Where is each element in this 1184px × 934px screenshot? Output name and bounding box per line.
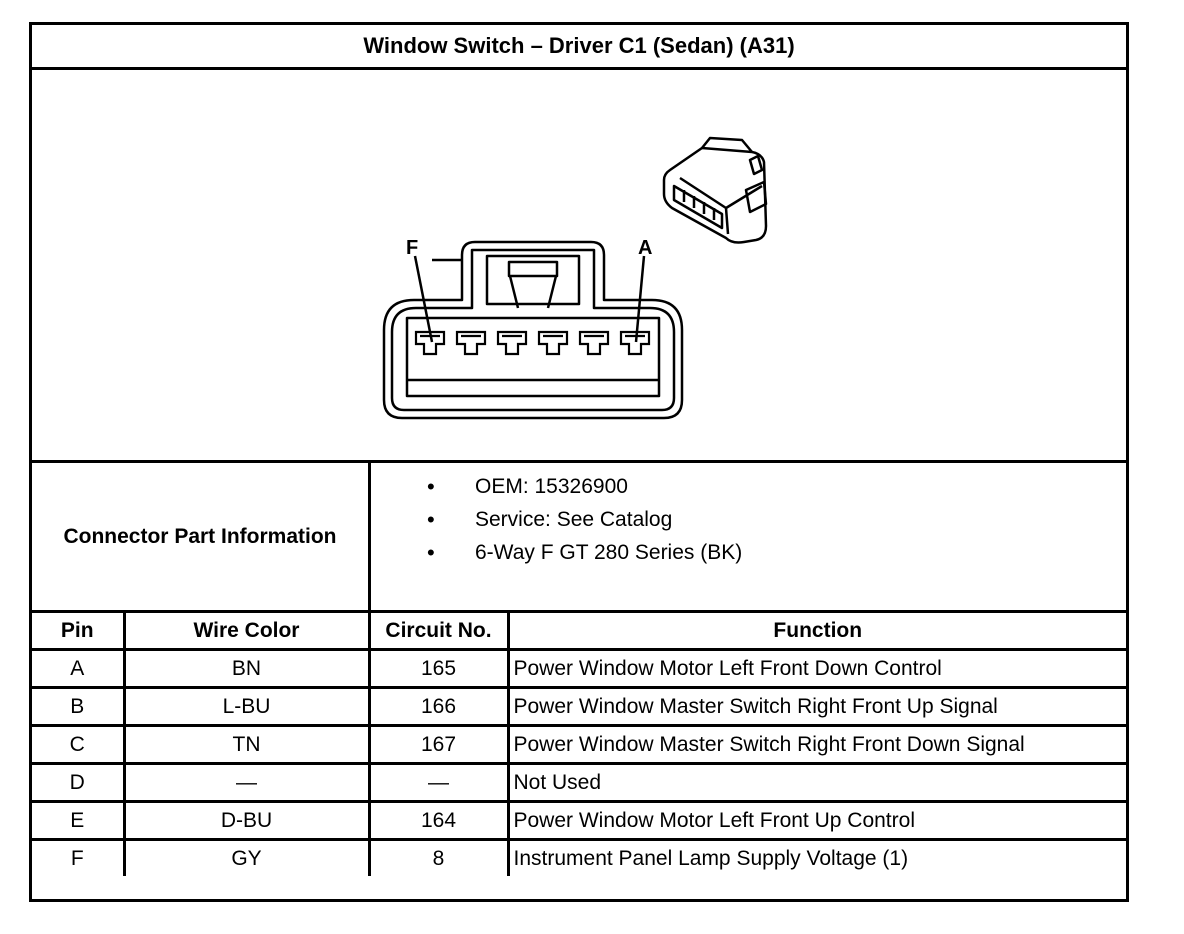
- cell-pin: C: [32, 726, 124, 764]
- cell-pin: F: [32, 840, 124, 877]
- table-row: [32, 688, 1126, 726]
- cell-pin: D: [32, 764, 124, 802]
- header-circuit-no: Circuit No.: [369, 613, 508, 650]
- cell-circuit-no: 167: [369, 726, 508, 764]
- header-function: Function: [508, 613, 1126, 650]
- header-pin: Pin: [32, 613, 124, 650]
- connector-part-info-label: Connector Part Information: [32, 463, 371, 610]
- bullet-icon: •: [427, 540, 435, 565]
- cell-function: Not Used: [508, 764, 1126, 802]
- cell-circuit-no: 166: [369, 688, 508, 726]
- page-title: Window Switch – Driver C1 (Sedan) (A31): [32, 25, 1126, 70]
- connector-drawing: [32, 70, 1126, 460]
- table-row: [32, 802, 1126, 840]
- table-row: [32, 726, 1126, 764]
- cell-wire-color: BN: [124, 650, 369, 688]
- info-item-oem: • OEM: 15326900: [427, 474, 628, 499]
- table-row: [32, 840, 1126, 877]
- cell-pin: E: [32, 802, 124, 840]
- pin-cavity-band: [407, 318, 659, 396]
- cell-function: Power Window Motor Left Front Down Control: [508, 650, 1126, 688]
- cell-function: Power Window Master Switch Right Front Up Signal: [508, 688, 1126, 726]
- connector-inner-shell: [392, 250, 674, 410]
- table-header-row: [32, 613, 1126, 650]
- connector-sheet: [29, 22, 1129, 902]
- cell-wire-color: L-BU: [124, 688, 369, 726]
- table-row: [32, 650, 1126, 688]
- cell-wire-color: TN: [124, 726, 369, 764]
- info-item-series: • 6-Way F GT 280 Series (BK): [427, 540, 743, 565]
- cell-circuit-no: 8: [369, 840, 508, 877]
- pin-label-f: F: [406, 237, 419, 259]
- cell-function: Instrument Panel Lamp Supply Voltage (1): [508, 840, 1126, 877]
- cell-wire-color: D-BU: [124, 802, 369, 840]
- table-row: [32, 764, 1126, 802]
- pin-label-a: A: [638, 237, 653, 259]
- bullet-icon: •: [427, 474, 435, 499]
- cell-circuit-no: 164: [369, 802, 508, 840]
- cell-circuit-no: —: [369, 764, 508, 802]
- pinout-table: [32, 613, 1126, 876]
- bullet-icon: •: [427, 507, 435, 532]
- cell-function: Power Window Motor Left Front Up Control: [508, 802, 1126, 840]
- cell-pin: A: [32, 650, 124, 688]
- connector-part-info: [32, 463, 1126, 613]
- cell-wire-color: GY: [124, 840, 369, 877]
- connector-part-info-list: [371, 473, 742, 572]
- cell-function: Power Window Master Switch Right Front Down Signal: [508, 726, 1126, 764]
- cell-pin: B: [32, 688, 124, 726]
- connector-diagram: [32, 70, 1126, 463]
- header-wire-color: Wire Color: [124, 613, 369, 650]
- connector-isometric-view: [664, 138, 766, 243]
- cell-circuit-no: 165: [369, 650, 508, 688]
- cell-wire-color: —: [124, 764, 369, 802]
- pin-slots: [416, 332, 649, 354]
- info-item-service: • Service: See Catalog: [427, 507, 673, 532]
